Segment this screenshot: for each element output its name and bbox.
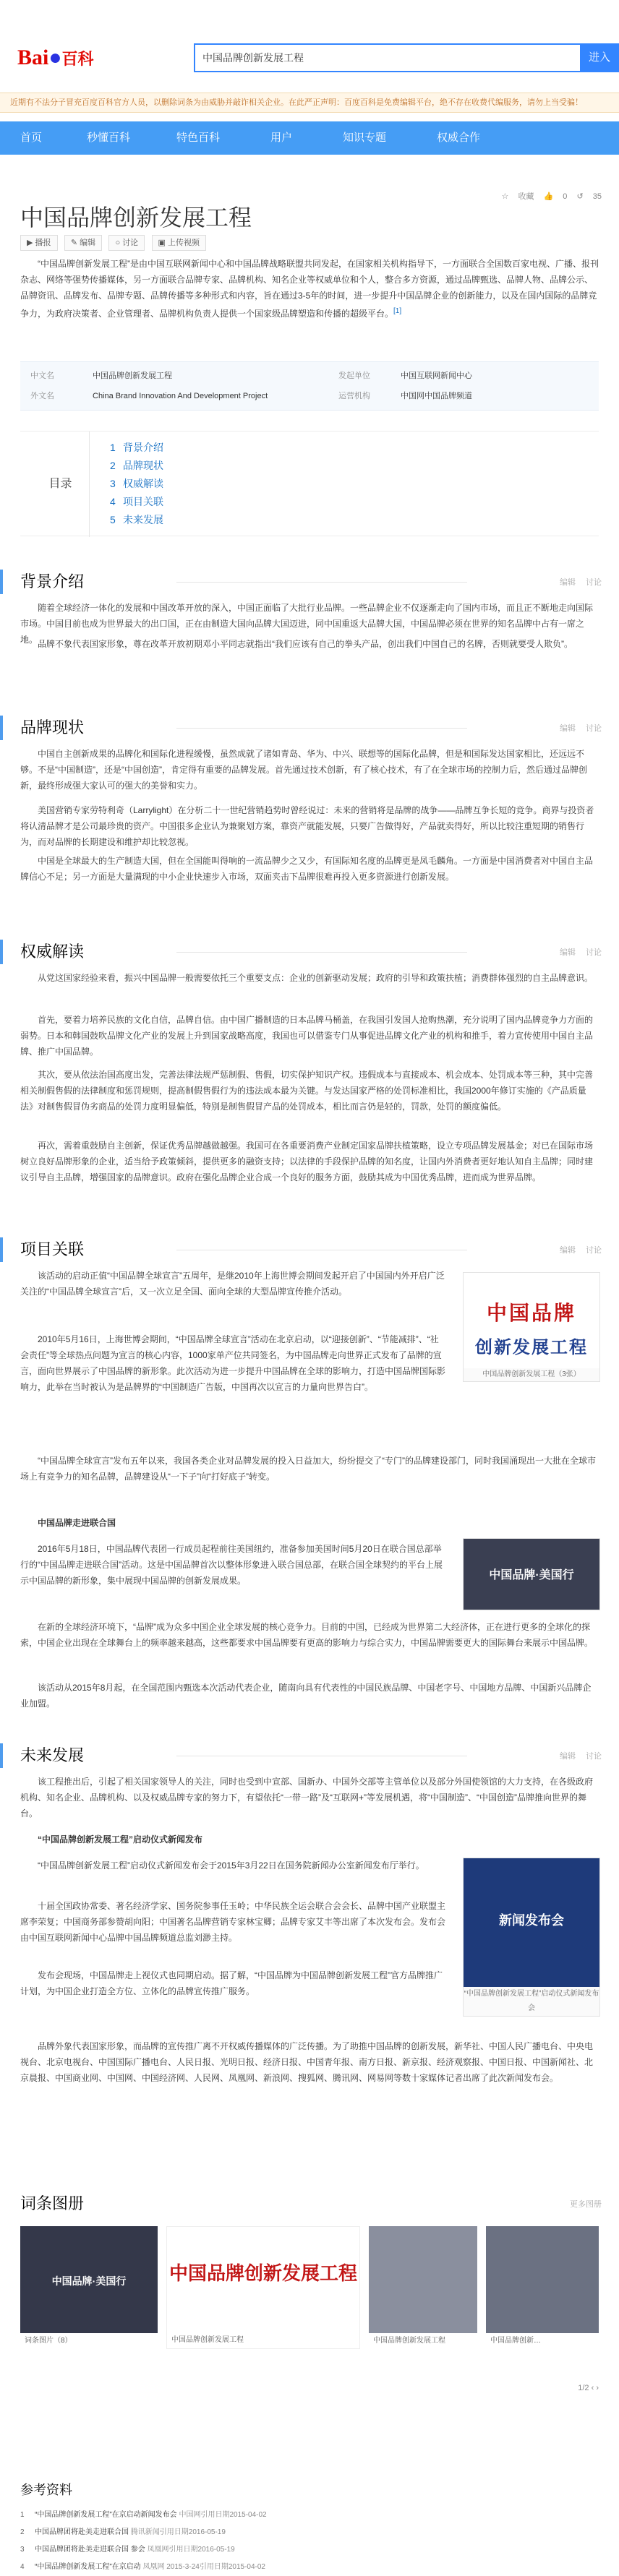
divider <box>176 582 467 583</box>
discuss-button[interactable]: ○ 讨论 <box>108 235 145 251</box>
gallery-caption: 中国品牌创新发展工程 <box>369 2333 477 2349</box>
section-edit-button[interactable]: 编辑 <box>560 1752 576 1761</box>
reference-item[interactable]: 4 “中国品牌创新发展工程”在京启动 凤凰网 2015-3-24引用日期2015-04-02 <box>20 2563 265 2571</box>
like-button[interactable]: 👍 0 <box>543 192 568 201</box>
divider <box>176 728 467 729</box>
section-discuss-button[interactable]: 讨论 <box>586 1752 602 1761</box>
gallery-pager[interactable]: 1/2 ‹ › <box>578 2384 599 2392</box>
title-tools <box>20 234 210 251</box>
reference-item[interactable]: 1 “中国品牌创新发展工程”在京启动新闻发布会 中国网引用日期2015-04-02 <box>20 2511 267 2519</box>
section-heading: 项目关联 编辑 讨论 <box>0 1237 619 1262</box>
reference-item[interactable]: 3 中国品牌团将赴美走进联合国 参会 凤凰网引用日期2016-05-19 <box>20 2546 235 2554</box>
section-edit-button[interactable]: 编辑 <box>560 948 576 957</box>
gallery-caption: 中国品牌创新… <box>486 2333 599 2349</box>
section-edit-button[interactable]: 编辑 <box>560 724 576 733</box>
paragraph: 从党这国家经验来看，振兴中国品牌一般需要依托三个重要支点：企业的创新驱动发展；政府的引导和政策扶植；消费群体强烈的自主品牌意识。 <box>38 973 594 983</box>
paragraph: 品牌不象代表国家形象，尊在改革开放初期邓小平同志就指出“我们应该有自己的拳头产品，创出我们中国自己的名牌，否则就要受人欺负”。 <box>38 639 573 649</box>
paw-icon: ● <box>48 46 62 69</box>
paragraph: 在新的全球经济环境下，“品牌”成为众多中国企业全球发展的核心竞争力。目前的中国，已经成为世界第二大经济体，正在进行更多的全球化的探索，中国企业出现在全球舞台上的频率越来越高，这些都要求中国品牌要有更高的影响力与综合实力，中国品牌需要更大的国际舞台来展示中国品牌。 <box>20 1622 594 1648</box>
edit-button[interactable]: ✎ 编辑 <box>64 235 102 251</box>
section-discuss-button[interactable]: 讨论 <box>586 724 602 733</box>
notice-bar: 近期有不法分子冒充百度百科官方人员，以删除词条为由威胁并敲诈相关企业。在此严正声明：百度百科是免费编辑平台，绝不存在收费代编服务，请勿上当受骗！ <box>0 93 619 113</box>
toc-item[interactable]: 4 项目关联 <box>110 496 163 507</box>
gallery-caption: 中国品牌创新发展工程 <box>167 2332 359 2348</box>
collect-button[interactable]: ☆ 收藏 <box>501 192 534 201</box>
info-key: 运营机构 <box>338 392 370 400</box>
entry-image[interactable]: 新闻发布会 “中国品牌创新发展工程”启动仪式新闻发布会 <box>463 1858 600 2017</box>
section-discuss-button[interactable]: 讨论 <box>586 948 602 957</box>
nav-item-cooperation[interactable]: 权威合作 <box>437 132 481 144</box>
paragraph: “中国品牌创新发展工程”启动仪式新闻发布会于2015年3月22日在国务院新闻办公室新闻发布厅举行。 <box>38 1860 424 1871</box>
toc-item[interactable]: 3 权威解读 <box>110 478 163 489</box>
paragraph: 品牌外象代表国家形象，而品牌的宣传推广离不开权威传播媒体的广泛传播。为了助推中国品牌的创新发展，新华社、中国人民广播电台、中央电视台、北京电视台、中国国际广播电台、人民日报、光明日报、经济日报、中国青年报、南方日报、新京报、经济观察报、中国日报、中国新闻社、北京晨报、中国商业网、中国网、中国经济网、人民网、凤凰网、新浪网、搜狐网、腾讯网、网易网等数十家媒体记者出席了此次新闻发布会。 <box>20 2041 594 2083</box>
more-gallery-link[interactable]: 更多图册 <box>570 2200 602 2209</box>
paragraph: 再次，需着重鼓励自主创新，保证优秀品牌越做越强。我国可在各重要消费产业制定国家品牌扶植策略，设立专项品牌发展基金；对已在国际市场树立良好品牌形象的企业，适当给予政策倾斜，提供更多的融资支持；以法律的手段保护品牌的知名度，让国内外消费者更好地认知自主品牌；同时建议引导自主品牌，增强国家的品牌意识。政府在强化品牌企业合成一个良好的服务方面，鼓励其成为中国优秀品牌，进而成为世界品牌。 <box>20 1141 594 1182</box>
paragraph: 其次，要从依法治国高度出发，完善法律法规严惩制假、售假，切实保护知识产权。违假成本与直接成本、机会成本、处罚成本等三种，其中完善相关制假售假的法律制度和惩罚规则，提高制假售假行为的违法成本最为关键。与发达国家严格的处罚标准相比，我国2000年修订实施的《产品质量法》对制售假冒伪劣商品的处罚力度明显偏低，特别是制售假冒产品的处罚成本，相比而言仍是轻的，罚款，处罚的额度偏低。 <box>20 1070 594 1112</box>
info-value: 中国品牌创新发展工程 <box>93 372 172 380</box>
paragraph: 美国营销专家劳特利奇（Larrylight）在分析二十一世纪营销趋势时曾经说过：未来的营销将是品牌的战争——品牌互争长短的竞争。商界与投资者将认清品牌才是公司最珍贵的资产。中国很多企业认为兼聚划方案，靠资产就能发展，只要广告做得好，产品就卖得好，所以比较注重短期的销售行为，而对品牌的长期建设和维护却比较忽视。 <box>20 805 594 847</box>
paragraph: 中国品牌走进联合国 <box>38 1518 116 1528</box>
references-title: 参考资料 <box>20 2483 72 2497</box>
entry-actions <box>495 189 602 204</box>
paragraph: 2016年5月18日，中国品牌代表团一行成员起程前往美国纽约，准备参加美国时间5月20日在联合国总部举行的“中国品牌走进联合国”活动。这是中国品牌首次以整体形象进入联合国总部，在联合国全球契约的平台上展示中国品牌的新形象，集中展现中国品牌的创新发展成果。 <box>20 1544 443 1586</box>
section-discuss-button[interactable]: 讨论 <box>586 578 602 587</box>
gallery-item[interactable] <box>369 2226 477 2349</box>
section-heading: 品牌现状 编辑 讨论 <box>0 716 619 740</box>
info-value: China Brand Innovation And Development Project <box>93 392 268 400</box>
section-heading: 权威解读 编辑 讨论 <box>0 940 619 964</box>
gallery-heading: 词条图册 更多图册 <box>20 2194 602 2212</box>
info-value: 中国网中国品牌频道 <box>401 392 472 400</box>
upload-video-button[interactable]: ▣ 上传视频 <box>152 235 206 251</box>
summary: “中国品牌创新发展工程”是由中国互联网新闻中心和中国品牌战略联盟共同发起，在国家相关机构指导下，一方面联合全国数百家电视、广播、报刊杂志、网络等强势传播媒体，另一方面联合品牌专家、品牌机构、知名企业等权威单位和个人，整合多方资源，通过品牌甄选、品牌人物、品牌公示、品牌资讯、品牌发布、品牌专题、品牌传播等多种形式和内容，旨在通过3-5年的时间，进一步提升中国品牌企业的创新能力，以及在国内国际的品牌竞争力，为政府决策者、企业管理者、品牌机构负责人提供一个国家级品牌塑造和传播的超级平台。[1] <box>20 259 599 319</box>
paragraph: 中国自主创新成果的品牌化和国际化进程缓慢，虽然成就了诸如青岛、华为、中兴、联想等的国际化品牌，但是和国际发达国家相比，还远远不够。不是“中国制造”，还是“中国创造”，肯定得有重要的品牌发展。首先通过技术创新，有了核心技术，有了在全球市场的控制力后，然后通过品牌创新，最终形成强大家认可的强大的美誉和实力。 <box>20 749 587 791</box>
info-key: 发起单位 <box>338 372 370 380</box>
info-value[interactable]: 中国互联网新闻中心 <box>401 372 472 380</box>
main-nav <box>0 121 619 155</box>
entry-image[interactable]: 中国品牌 创新发展工程 中国品牌创新发展工程（3张） <box>463 1272 600 1382</box>
paragraph: 首先，要着力培养民族的文化自信，品牌自信。由中国广播制造的日本品牌马桶盖，在我国引发国人抢购热潮，充分说明了国内品牌竞争力方面的弱势。日本和韩国鼓吹品牌文化产业的发展上升到国家战略高度，我国也可以借鉴专门从事促进品牌文化产业的机构和推手，着力宣传使用中国自主品牌、推广中国品牌。 <box>20 1015 594 1057</box>
paragraph: 该工程推出后，引起了相关国家领导人的关注，同时也受到中宣部、国新办、中国外交部等主管单位以及部分外国使领馆的大力支持，在各级政府机构、知名企业、品牌机构、以及权威品牌专家的努力下，有望依托“一带一路”及“互联网+”等发展机遇，将“中国制造”、“中国创造”品牌推向世界的舞台。 <box>20 1777 594 1819</box>
section-heading: 未来发展 编辑 讨论 <box>0 1743 619 1768</box>
page-title: 中国品牌创新发展工程 <box>20 205 252 231</box>
section-edit-button[interactable]: 编辑 <box>560 1246 576 1255</box>
info-key: 外文名 <box>30 392 54 400</box>
nav-item-miaodong[interactable]: 秒懂百科 <box>87 132 131 144</box>
citation-link[interactable]: [1] <box>393 307 402 315</box>
gallery-caption: 词条图片（8） <box>20 2333 158 2349</box>
reference-item[interactable]: 2 中国品牌团将赴美走进联合国 腾讯新闻引用日期2016-05-19 <box>20 2528 226 2536</box>
paragraph: 该活动的启动正值“中国品牌全球宣言”五周年，是继2010年上海世博会期间发起开启了中国国内外开启广泛关注的“中国品牌全球宣言”后，又一次立足全国、面向全球的大型品牌宣传推介活动。 <box>20 1271 445 1297</box>
search-box <box>194 43 580 72</box>
toc-item[interactable]: 5 未来发展 <box>110 514 163 525</box>
search-button[interactable]: 进入 <box>580 43 619 72</box>
paragraph: “中国品牌创新发展工程”启动仪式新闻发布 <box>38 1834 203 1845</box>
paragraph: 随着全球经济一体化的发展和中国改革开放的深入，中国正面临了大批行业品牌。一些品牌企业不仅逐渐走向了国内市场，而且正不断地走向国际市场。中国目前也成为世界最大的出口国，正在由制造大国向品牌大国迈进，同中国重返大品牌大国，中国品牌必须在世界的知名品牌中占有一席之地。 <box>20 603 594 645</box>
toc-label: 目录 <box>32 432 90 537</box>
search-input[interactable] <box>195 45 579 71</box>
info-box <box>20 361 599 411</box>
baidu-baike-logo[interactable]: Bai●百科 <box>17 46 94 69</box>
nav-item-user[interactable]: 用户 <box>270 132 293 144</box>
image-caption: “中国品牌创新发展工程”启动仪式新闻发布会 <box>464 1987 599 2016</box>
nav-item-home[interactable]: 首页 <box>20 132 43 144</box>
paragraph: 该活动从2015年8月起，在全国范围内甄选本次活动代表企业，随南向具有代表性的中国民族品牌、中国老字号、中国地方品牌、中国新兴品牌企业加盟。 <box>20 1683 592 1709</box>
divider <box>176 952 467 953</box>
header <box>0 0 619 69</box>
gallery-item[interactable] <box>486 2226 599 2349</box>
section-discuss-button[interactable]: 讨论 <box>586 1246 602 1255</box>
paragraph: 十届全国政协常委、著名经济学家、国务院参事任玉岭；中华民族全运会联合会会长、品牌中国产业联盟主席李荣复；中国商务部参赞胡向阳；中国著名品牌营销专家林宝卿；品牌专家艾丰等出席了本次发布会。发布会由中国互联网新闻中心品牌中国品牌频道总监刘渺主持。 <box>20 1901 446 1943</box>
gallery-item[interactable]: 中国品牌·美国行 词条图片（8） <box>20 2226 158 2349</box>
image-caption: 中国品牌创新发展工程（3张） <box>464 1368 599 1381</box>
paragraph: 发布会现场，中国品牌走上视仪式也同期启动。据了解，“中国品牌为中国品牌创新发展工程”官方品牌推广计划，为中国企业打造全方位、立体化的品牌宣传推广服务。 <box>20 1970 443 1996</box>
gallery-item[interactable]: 中国品牌创新发展工程 中国品牌创新发展工程 <box>166 2226 360 2349</box>
references <box>20 2479 599 2576</box>
paragraph: 2010年5月16日，上海世博会期间，“中国品牌全球宣言”活动在北京启动，以“迎接创新”、“节能减排”、“社会责任”等全球热点问题为宣言的核心内容，1000家单产位共同签名，为中国品牌走向世界正式发布了品牌的宣言，面向世界展示了中国品牌的新形象。此次活动为进一步提升中国品牌在全球的影响力，打造中国品牌国际影响力，此举在当时被认为是品牌界的“中国制造广告版，中国再次以宣言的力量向世界告白”。 <box>20 1334 446 1392</box>
entry-image[interactable]: 中国品牌·美国行 <box>463 1538 600 1610</box>
section-heading: 背景介绍 编辑 讨论 <box>0 570 619 594</box>
nav-item-topics[interactable]: 知识专题 <box>343 132 387 144</box>
table-of-contents <box>20 431 599 536</box>
gallery <box>20 2226 599 2407</box>
toc-item[interactable]: 1 背景介绍 <box>110 442 163 453</box>
paragraph: “中国品牌全球宣言”发布五年以来，我国各类企业对品牌发展的投入日益加大，纷纷提交了“专门”的品牌建设部门，同时我国涌现出一大批在全球市场上有竞争力的知名品牌，品牌建设从“一下子”向“打好底子”转变。 <box>20 1456 596 1482</box>
paragraph: 中国是全球最大的生产制造大国，但在全国能叫得响的一流品牌少之又少，有国际知名度的品牌更是凤毛麟角。一方面是中国消费者对中国自主品牌信心不足；另一方面是大量满现的中小企业快速步入市场，双面夹击下品牌很难再投入更多资源进行创新发展。 <box>20 856 594 882</box>
share-button[interactable]: ↺ 35 <box>576 192 602 201</box>
toc-item[interactable]: 2 品牌现状 <box>110 460 163 471</box>
info-key: 中文名 <box>30 372 54 380</box>
broadcast-button[interactable]: ▶ 播报 <box>20 235 58 251</box>
nav-item-featured[interactable]: 特色百科 <box>176 132 221 144</box>
section-edit-button[interactable]: 编辑 <box>560 578 576 587</box>
